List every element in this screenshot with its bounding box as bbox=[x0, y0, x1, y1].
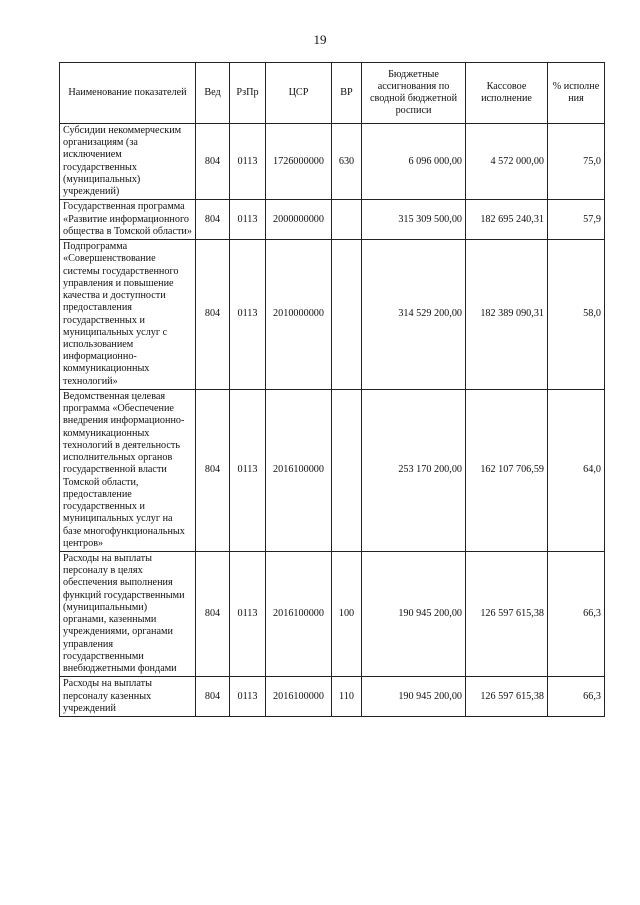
budget-execution-table bbox=[59, 62, 605, 717]
page-number: 19 bbox=[313, 32, 327, 47]
row-vr bbox=[332, 389, 362, 551]
row-percent: 57,9 bbox=[548, 200, 605, 240]
row-rzpr: 0113 bbox=[230, 124, 266, 200]
row-vr: 630 bbox=[332, 124, 362, 200]
row-cash: 126 597 615,38 bbox=[466, 551, 548, 676]
row-csr: 2000000000 bbox=[266, 200, 332, 240]
row-budget: 6 096 000,00 bbox=[362, 124, 466, 200]
row-ved: 804 bbox=[196, 389, 230, 551]
row-name: Государственная программа «Развитие информационного общества в Томской области» bbox=[60, 200, 196, 240]
row-percent: 64,0 bbox=[548, 389, 605, 551]
row-ved: 804 bbox=[196, 200, 230, 240]
table-row bbox=[60, 389, 605, 551]
row-rzpr: 0113 bbox=[230, 200, 266, 240]
row-ved: 804 bbox=[196, 124, 230, 200]
row-csr: 2016100000 bbox=[266, 389, 332, 551]
row-ved: 804 bbox=[196, 551, 230, 676]
row-cash: 182 389 090,31 bbox=[466, 240, 548, 390]
row-csr: 1726000000 bbox=[266, 124, 332, 200]
row-cash: 182 695 240,31 bbox=[466, 200, 548, 240]
row-ved: 804 bbox=[196, 240, 230, 390]
row-vr bbox=[332, 240, 362, 390]
row-ved: 804 bbox=[196, 677, 230, 717]
row-rzpr: 0113 bbox=[230, 389, 266, 551]
row-budget: 190 945 200,00 bbox=[362, 551, 466, 676]
row-cash: 126 597 615,38 bbox=[466, 677, 548, 717]
header-name: Наименование показателей bbox=[60, 63, 196, 124]
table-row bbox=[60, 124, 605, 200]
row-name: Расходы на выплаты персоналу в целях обеспечения выполнения функций государственными (муниципальными) органами, казенными учреждениями, органами управления государственными внебюджетными фондами bbox=[60, 551, 196, 676]
row-cash: 4 572 000,00 bbox=[466, 124, 548, 200]
row-budget: 314 529 200,00 bbox=[362, 240, 466, 390]
header-cash: Кассовое исполнение bbox=[466, 63, 548, 124]
row-percent: 66,3 bbox=[548, 677, 605, 717]
header-rzpr: РзПр bbox=[230, 63, 266, 124]
row-budget: 315 309 500,00 bbox=[362, 200, 466, 240]
row-name: Ведомственная целевая программа «Обеспечение внедрения информационно-коммуникационных технологий в деятельность исполнительных органов государственной власти Томской области, предоставление государственных и муниципальных услуг на базе многофункциональных центров» bbox=[60, 389, 196, 551]
row-percent: 75,0 bbox=[548, 124, 605, 200]
header-row bbox=[60, 63, 605, 124]
row-vr bbox=[332, 200, 362, 240]
row-name: Расходы на выплаты персоналу казенных учреждений bbox=[60, 677, 196, 717]
header-csr: ЦСР bbox=[266, 63, 332, 124]
row-name: Подпрограмма «Совершенствование системы государственного управления и повышение качества и доступности предоставления государственных и муниципальных услуг с использованием информационно-коммуникационных технологий» bbox=[60, 240, 196, 390]
row-percent: 58,0 bbox=[548, 240, 605, 390]
row-csr: 2010000000 bbox=[266, 240, 332, 390]
row-budget: 190 945 200,00 bbox=[362, 677, 466, 717]
row-percent: 66,3 bbox=[548, 551, 605, 676]
row-csr: 2016100000 bbox=[266, 677, 332, 717]
row-budget: 253 170 200,00 bbox=[362, 389, 466, 551]
header-ved: Вед bbox=[196, 63, 230, 124]
row-rzpr: 0113 bbox=[230, 551, 266, 676]
table-row bbox=[60, 551, 605, 676]
table-row bbox=[60, 240, 605, 390]
row-rzpr: 0113 bbox=[230, 677, 266, 717]
header-vr: ВР bbox=[332, 63, 362, 124]
row-vr: 100 bbox=[332, 551, 362, 676]
header-percent: % исполне ния bbox=[548, 63, 605, 124]
table-row bbox=[60, 677, 605, 717]
header-budget: Бюджетные ассигнования по сводной бюджетной росписи bbox=[362, 63, 466, 124]
row-cash: 162 107 706,59 bbox=[466, 389, 548, 551]
table-row bbox=[60, 200, 605, 240]
row-name: Субсидии некоммерческим организациям (за исключением государственных (муниципальных) учреждений) bbox=[60, 124, 196, 200]
row-vr: 110 bbox=[332, 677, 362, 717]
row-rzpr: 0113 bbox=[230, 240, 266, 390]
row-csr: 2016100000 bbox=[266, 551, 332, 676]
